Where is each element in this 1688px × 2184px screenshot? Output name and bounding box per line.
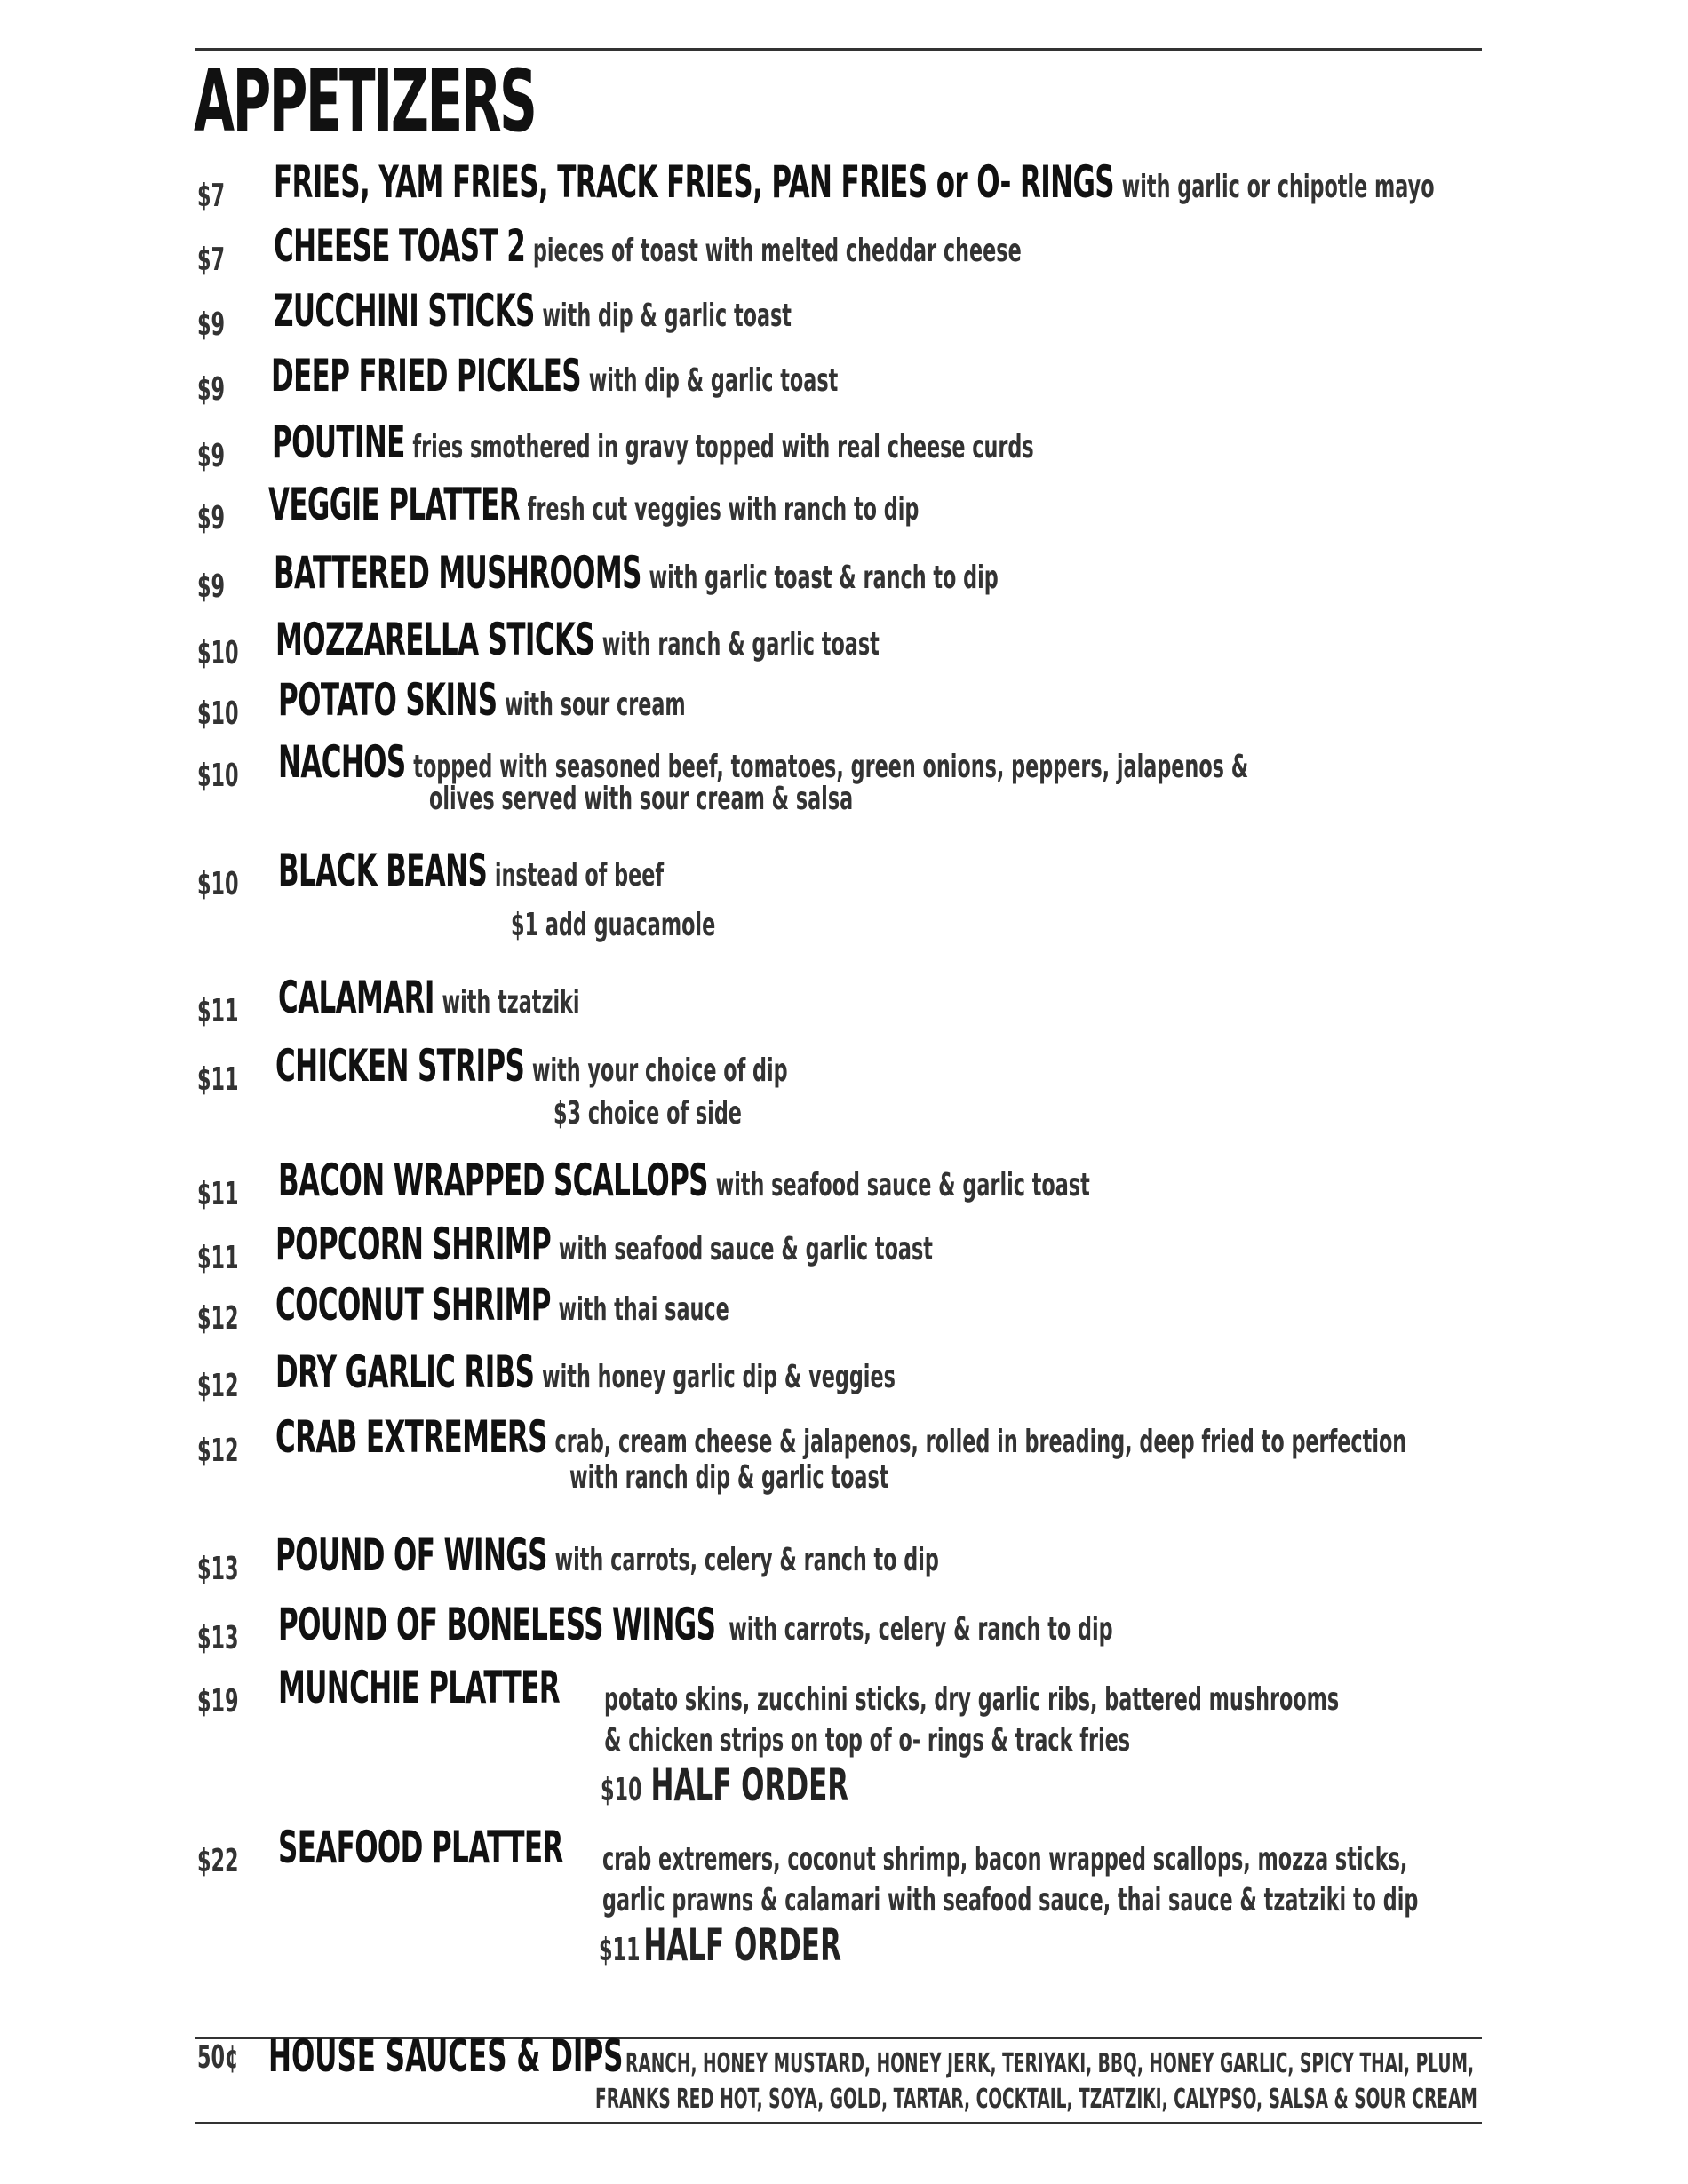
item-price: $9 xyxy=(197,500,226,536)
item-price: $10 xyxy=(197,758,239,794)
half-order-label: HALF ORDER xyxy=(643,1919,841,1971)
item-description: instead of beef xyxy=(494,857,665,893)
item-price: $10 xyxy=(197,866,239,902)
half-order-label: HALF ORDER xyxy=(650,1759,849,1811)
item-description: with carrots, celery & ranch to dip xyxy=(554,1542,939,1578)
item-price: $13 xyxy=(197,1551,239,1587)
item-name: VEGGIE PLATTER xyxy=(268,479,520,530)
item-description: potato skins, zucchini sticks, dry garlic ribs, battered mushrooms xyxy=(604,1681,1340,1718)
item-price: $22 xyxy=(197,1843,239,1879)
item-description: fries smothered in gravy topped with real cheese curds xyxy=(412,429,1034,465)
item-description: with thai sauce xyxy=(558,1291,729,1328)
page-title: APPETIZERS xyxy=(194,52,536,151)
item-name: BLACK BEANS xyxy=(278,845,488,896)
item-description: with honey garlic dip & veggies xyxy=(542,1359,896,1395)
item-price: $11 xyxy=(197,1176,239,1212)
item-name: BATTERED MUSHROOMS xyxy=(274,547,641,599)
item-description-continued: with ranch dip & garlic toast xyxy=(569,1459,889,1496)
item-price: $10 xyxy=(197,695,239,732)
item-name: CRAB EXTREMERS xyxy=(275,1411,547,1463)
item-description: with dip & garlic toast xyxy=(542,298,792,334)
half-order-price: $11 xyxy=(599,1932,641,1968)
item-price: $12 xyxy=(197,1433,239,1469)
item-name: NACHOS xyxy=(278,736,406,788)
item-description: crab, cream cheese & jalapenos, rolled in breading, deep fried to perfection xyxy=(554,1424,1407,1460)
item-addon: $3 choice of side xyxy=(553,1095,742,1132)
item-description: fresh cut veggies with ranch to dip xyxy=(527,491,920,528)
item-name: POUTINE xyxy=(272,417,405,468)
item-name: MUNCHIE PLATTER xyxy=(278,1662,560,1713)
half-order xyxy=(599,1919,841,1971)
item-name: ZUCCHINI STICKS xyxy=(274,285,535,337)
item-name: POUND OF BONELESS WINGS xyxy=(278,1599,716,1650)
item-description: with your choice of dip xyxy=(531,1052,788,1089)
item-name: CHICKEN STRIPS xyxy=(275,1040,525,1092)
item-name: CHEESE TOAST 2 xyxy=(274,220,526,272)
item-price: $9 xyxy=(197,306,226,343)
item-description-continued: & chicken strips on top of o- rings & track fries xyxy=(604,1722,1131,1759)
item-price: $7 xyxy=(197,178,226,214)
item-price: $12 xyxy=(197,1300,239,1337)
item-name: POTATO SKINS xyxy=(278,674,498,726)
item-description: with garlic or chipotle mayo xyxy=(1121,169,1435,205)
item-price: $7 xyxy=(197,242,226,278)
footer-divider-bottom xyxy=(195,2122,1482,2124)
item-name: SEAFOOD PLATTER xyxy=(278,1822,563,1873)
item-name: DEEP FRIED PICKLES xyxy=(271,350,582,401)
item-price: $12 xyxy=(197,1368,239,1404)
half-order xyxy=(601,1759,848,1811)
item-price: $10 xyxy=(197,635,239,671)
footer-title: HOUSE SAUCES & DIPS xyxy=(268,2030,624,2082)
item-description: topped with seasoned beef, tomatoes, green onions, peppers, jalapenos & xyxy=(413,749,1249,785)
item-description: with seafood sauce & garlic toast xyxy=(715,1167,1090,1203)
item-description: with dip & garlic toast xyxy=(588,362,839,399)
item-price: $9 xyxy=(197,438,226,474)
item-name: MOZZARELLA STICKS xyxy=(275,614,595,665)
item-addon: $1 add guacamole xyxy=(511,907,716,943)
item-price: $11 xyxy=(197,1240,239,1276)
item-name: CALAMARI xyxy=(278,972,434,1023)
top-divider xyxy=(195,48,1482,51)
item-price: $13 xyxy=(197,1620,239,1656)
half-order-price: $10 xyxy=(601,1772,642,1808)
item-description: with seafood sauce & garlic toast xyxy=(558,1231,933,1267)
item-description-continued: garlic prawns & calamari with seafood sauce, thai sauce & tzatziki to dip xyxy=(602,1882,1419,1918)
item-price: $11 xyxy=(197,993,239,1029)
item-description: crab extremers, coconut shrimp, bacon wrapped scallops, mozza sticks, xyxy=(602,1841,1408,1878)
item-name: FRIES, YAM FRIES, TRACK FRIES, PAN FRIES or O- RINGS xyxy=(274,156,1114,208)
item-description: pieces of toast with melted cheddar cheese xyxy=(532,233,1022,269)
item-name: DRY GARLIC RIBS xyxy=(275,1346,535,1398)
sauce-list: RANCH, HONEY MUSTARD, HONEY JERK, TERIYAKI, BBQ, HONEY GARLIC, SPICY THAI, PLUM, xyxy=(625,2048,1475,2079)
item-description: with carrots, celery & ranch to dip xyxy=(729,1611,1113,1648)
item-description-continued: olives served with sour cream & salsa xyxy=(429,781,854,817)
item-name: BACON WRAPPED SCALLOPS xyxy=(278,1155,708,1206)
item-price: $9 xyxy=(197,371,226,408)
item-price: $19 xyxy=(197,1683,239,1719)
item-name: POUND OF WINGS xyxy=(275,1529,547,1581)
footer-price: 50¢ xyxy=(197,2039,239,2076)
item-description: with garlic toast & ranch to dip xyxy=(649,560,999,596)
item-price: $9 xyxy=(197,568,226,605)
item-description: with ranch & garlic toast xyxy=(601,626,880,663)
item-description: with tzatziki xyxy=(442,984,580,1021)
item-name: POPCORN SHRIMP xyxy=(275,1219,552,1270)
item-description: with sour cream xyxy=(505,687,686,723)
sauce-list-continued: FRANKS RED HOT, SOYA, GOLD, TARTAR, COCKTAIL, TZATZIKI, CALYPSO, SALSA & SOUR CREAM xyxy=(595,2084,1477,2115)
item-name: COCONUT SHRIMP xyxy=(275,1279,551,1330)
item-price: $11 xyxy=(197,1061,239,1098)
